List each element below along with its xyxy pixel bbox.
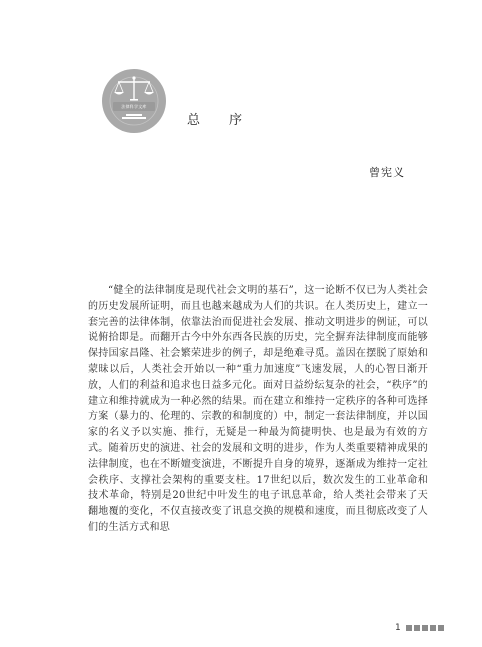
- page-footer: [395, 623, 446, 633]
- title-char-1: 总: [187, 113, 201, 128]
- series-emblem: [101, 68, 167, 134]
- emblem-seal-lettering: 法律科学文库: [121, 104, 147, 109]
- footer-square-icon: [430, 625, 436, 631]
- footer-square-icon: [422, 625, 428, 631]
- footer-square-icon: [406, 625, 412, 631]
- author-name: 曾宪义: [369, 166, 405, 179]
- body-paragraph: “健全的法律制度是现代社会文明的基石”，这一论断不仅已为人类社会的历史发展所证明，而且也越来越成为人们的共识。在人类历史上，建立一套完善的法律体制，依靠法治而促进社会发展、推动文明进步的例证，可以说俯拾即是。而翻开古今中外东西各民族的历史，完全摒弃法律制度而能够保持国家昌隆、社会繁荣进步的例子，却是绝难寻觅。盖因在摆脱了原始和蒙昧以后，人类社会开始以一种“重力加速度”飞速发展，人的心智日渐开放，人们的利益和追求也日益多元化。面对日益纷纭复杂的社会，“秩序”的建立和维持就成为一种必然的结果。而在建立和维持一定秩序的各种可选择方案（暴力的、伦理的、宗教的和制度的）中，制定一套法律制度，并以国家的名义予以实施、推行，无疑是一种最为简捷明快、也是最为有效的方式。随着历史的演进、社会的发展和文明的进步，作为人类重要精神成果的法律制度，也在不断嬗变演进，不断提升自身的境界，逐渐成为维持一定社会秩序、支撑社会架构的重要支柱。17世纪以后，数次发生的工业革命和技术革命，特别是20世纪中叶发生的电子讯息革命，给人类社会带来了天翻地覆的变化，不仅直接改变了讯息交换的规模和速度，而且彻底改变了人们的生活方式和思: [88, 285, 428, 533]
- scales-of-justice-icon: [101, 68, 167, 134]
- footer-square-icon: [438, 625, 444, 631]
- page-number: 1: [395, 623, 401, 633]
- page-title: [187, 109, 242, 128]
- footer-square-icon: [414, 625, 420, 631]
- title-char-2: 序: [229, 113, 243, 128]
